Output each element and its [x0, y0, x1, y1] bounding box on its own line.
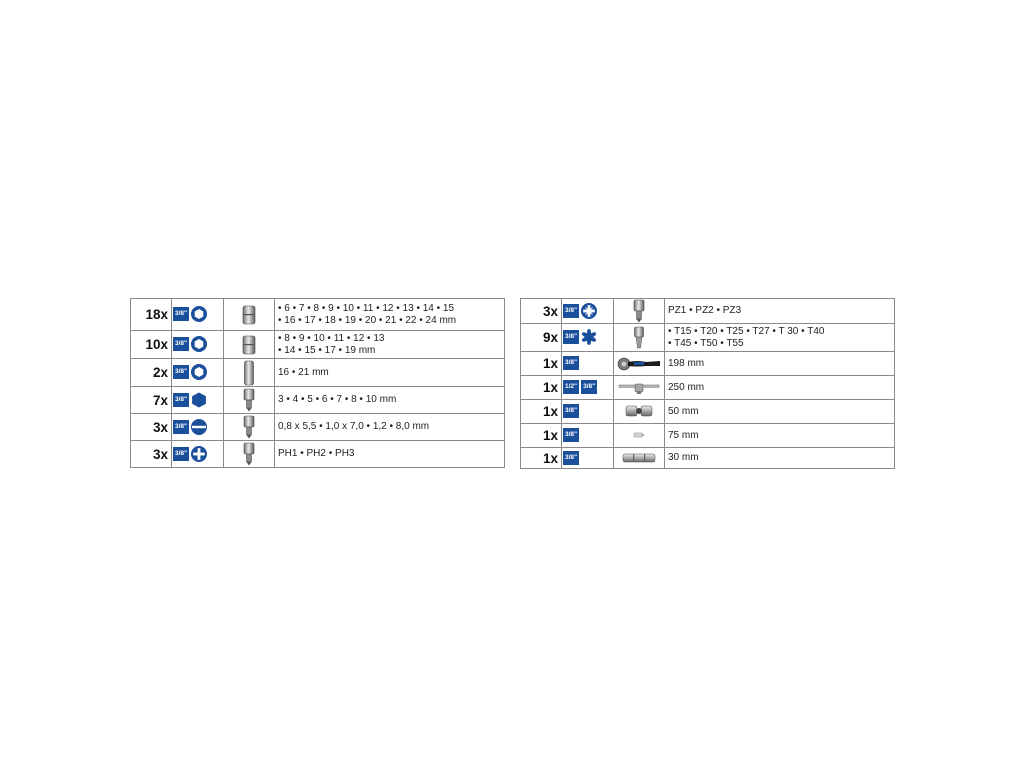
tool-image-cell	[224, 299, 275, 331]
table-row	[521, 400, 895, 424]
size-description-cell	[665, 376, 895, 400]
drive-size-badge: 3/8"	[173, 307, 189, 321]
socket-icon	[240, 306, 258, 323]
ratchet-icon	[616, 355, 662, 372]
tool-image-cell	[224, 414, 275, 441]
table-row	[131, 387, 505, 414]
quantity-cell: 1x	[521, 352, 562, 376]
drive-size-badge: 1/2"	[563, 380, 579, 394]
tool-image-cell	[614, 424, 665, 448]
table-row	[521, 352, 895, 376]
drive-size-cell	[562, 324, 614, 352]
torx-socket-icon	[632, 329, 646, 346]
drive-size-badge: 3/8"	[581, 380, 597, 394]
tool-image-cell	[224, 359, 275, 387]
size-description-line: 16 • 21 mm	[278, 366, 329, 378]
drive-size-cell	[562, 299, 614, 324]
drive-size-cell	[172, 359, 224, 387]
size-description-line: • T45 • T50 • T55	[668, 337, 744, 349]
size-description-cell	[665, 352, 895, 376]
size-description-line: 250 mm	[668, 381, 705, 393]
torx-icon	[581, 329, 597, 345]
size-description-cell	[665, 324, 895, 352]
size-description-line: • 6 • 7 • 8 • 9 • 10 • 11 • 12 • 13 • 14 • 15	[278, 303, 455, 314]
drive-size-cell	[562, 448, 614, 469]
size-description-cell	[665, 448, 895, 469]
drive-size-badge: 3/8"	[563, 451, 579, 465]
size-description-line: 50 mm	[668, 405, 699, 417]
table-row	[131, 359, 505, 387]
size-description-line: • 8 • 9 • 10 • 11 • 12 • 13	[278, 333, 385, 344]
quantity-cell: 1x	[521, 424, 562, 448]
drive-size-badge: 3/8"	[173, 447, 189, 461]
drive-size-cell	[172, 331, 224, 359]
tool-spec-table-left	[130, 298, 505, 468]
extension-short-icon	[633, 427, 645, 444]
bit-socket-icon	[242, 445, 256, 462]
drive-size-cell	[562, 400, 614, 424]
drive-size-cell	[172, 441, 224, 468]
hex-solid-icon	[191, 392, 207, 408]
quantity-cell: 7x	[131, 387, 172, 414]
quantity-cell: 18x	[131, 299, 172, 331]
size-description-cell	[275, 387, 505, 414]
table-row	[521, 299, 895, 324]
table-row	[521, 424, 895, 448]
table-row	[131, 414, 505, 441]
tool-spec-table-right	[520, 298, 895, 469]
phillips-icon	[191, 446, 207, 462]
drive-size-badge: 3/8"	[173, 393, 189, 407]
size-description-line: • T15 • T20 • T25 • T27 • T 30 • T40	[668, 326, 825, 337]
quantity-cell: 9x	[521, 324, 562, 352]
quantity-cell: 10x	[131, 331, 172, 359]
size-description-line: 198 mm	[668, 357, 705, 369]
size-description-line: 75 mm	[668, 429, 699, 441]
drive-size-cell	[172, 387, 224, 414]
tool-image-cell	[614, 400, 665, 424]
size-description-cell	[275, 414, 505, 441]
size-description-line: 0,8 x 5,5 • 1,0 x 7,0 • 1,2 • 8,0 mm	[278, 421, 430, 433]
table-row	[521, 324, 895, 352]
size-description-cell	[275, 299, 505, 331]
size-description-cell	[665, 400, 895, 424]
quantity-cell: 3x	[521, 299, 562, 324]
tool-image-cell	[614, 299, 665, 324]
size-description-cell	[275, 359, 505, 387]
quantity-cell: 3x	[131, 414, 172, 441]
table-row	[131, 331, 505, 359]
hex-ring-icon	[191, 306, 207, 322]
tool-image-cell	[614, 376, 665, 400]
quantity-cell: 1x	[521, 400, 562, 424]
drive-size-badge: 3/8"	[563, 428, 579, 442]
table-row	[131, 441, 505, 468]
drive-size-badge: 3/8"	[173, 337, 189, 351]
socket-icon	[240, 336, 258, 353]
t-handle-icon	[617, 379, 661, 396]
size-description-cell	[275, 331, 505, 359]
adapter-icon	[621, 449, 657, 466]
tool-image-cell	[614, 448, 665, 469]
drive-size-badge: 3/8"	[563, 356, 579, 370]
quantity-cell: 1x	[521, 448, 562, 469]
bit-socket-icon	[242, 391, 256, 408]
drive-size-cell	[562, 376, 614, 400]
bit-socket-icon	[632, 302, 646, 319]
bit-socket-icon	[242, 418, 256, 435]
quantity-cell: 2x	[131, 359, 172, 387]
tool-image-cell	[224, 387, 275, 414]
size-description-line: 3 • 4 • 5 • 6 • 7 • 8 • 10 mm	[278, 394, 397, 406]
table-row	[131, 299, 505, 331]
table-row	[521, 448, 895, 469]
tool-image-cell	[614, 324, 665, 352]
universal-joint-icon	[624, 403, 654, 420]
drive-size-cell	[562, 352, 614, 376]
drive-size-cell	[562, 424, 614, 448]
drive-size-badge: 3/8"	[563, 404, 579, 418]
drive-size-cell	[172, 414, 224, 441]
deep-socket-icon	[242, 364, 256, 381]
size-description-cell	[665, 299, 895, 324]
size-description-line: 30 mm	[668, 452, 699, 464]
drive-size-badge: 3/8"	[563, 330, 579, 344]
size-description-line: PH1 • PH2 • PH3	[278, 448, 355, 460]
slotted-icon	[191, 419, 207, 435]
drive-size-cell	[172, 299, 224, 331]
size-description-line: • 14 • 15 • 17 • 19 mm	[278, 344, 376, 356]
quantity-cell: 3x	[131, 441, 172, 468]
quantity-cell: 1x	[521, 376, 562, 400]
size-description-line: • 16 • 17 • 18 • 19 • 20 • 21 • 22 • 24 mm	[278, 314, 457, 326]
size-description-cell	[665, 424, 895, 448]
hex-ring-icon	[191, 336, 207, 352]
hex-ring-icon	[191, 364, 207, 380]
drive-size-badge: 3/8"	[173, 420, 189, 434]
tool-image-cell	[614, 352, 665, 376]
tool-image-cell	[224, 441, 275, 468]
pozidriv-icon	[581, 303, 597, 319]
table-row	[521, 376, 895, 400]
drive-size-badge: 3/8"	[173, 365, 189, 379]
tool-image-cell	[224, 331, 275, 359]
size-description-line: PZ1 • PZ2 • PZ3	[668, 305, 742, 317]
size-description-cell	[275, 441, 505, 468]
drive-size-badge: 3/8"	[563, 304, 579, 318]
